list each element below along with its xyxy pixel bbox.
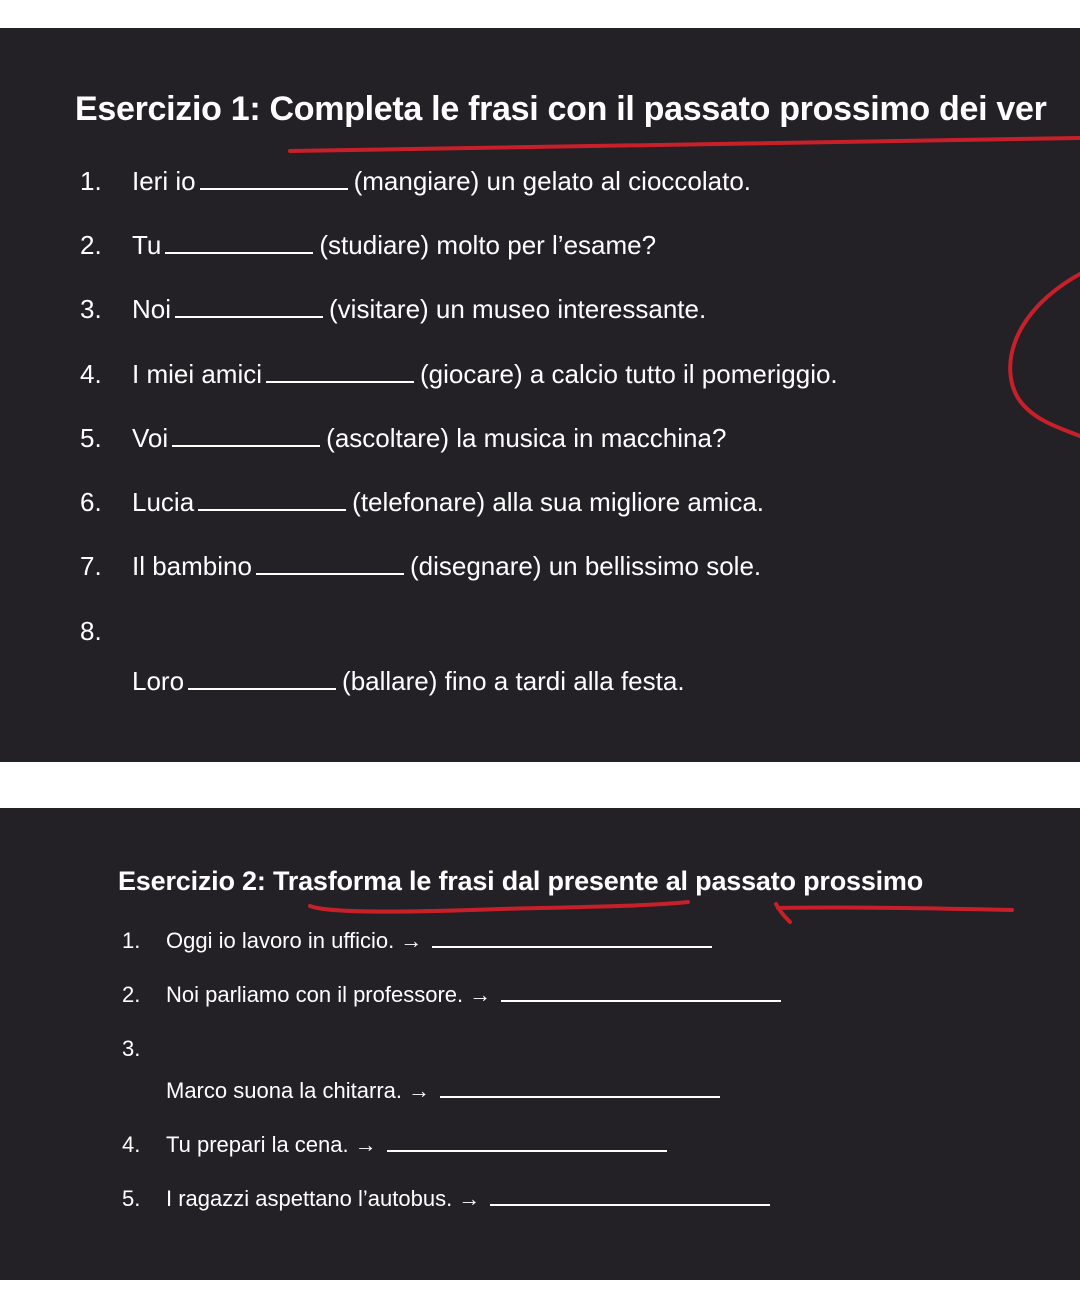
- answer-blank: [266, 380, 414, 383]
- exercise-2-panel: [0, 808, 1080, 1280]
- item-number: 5.: [122, 1186, 141, 1211]
- item-rest: (disegnare) un bellissimo sole.: [409, 551, 762, 581]
- answer-blank: [188, 687, 336, 690]
- answer-blank: [432, 945, 712, 948]
- item-number: 3.: [80, 294, 102, 324]
- margin-bracket-mark: [1010, 274, 1080, 436]
- answer-blank: [490, 1203, 770, 1206]
- title-2-underline-right: [776, 904, 1012, 922]
- arrow-icon: →: [354, 1132, 377, 1157]
- item-subject: Ieri io: [132, 166, 196, 196]
- exercise-2-title: Esercizio 2: Trasforma le frasi dal presente al passato prossimo: [118, 866, 924, 896]
- item-number: 1.: [80, 166, 102, 196]
- item-sentence: Oggi io lavoro in ufficio.: [166, 928, 395, 953]
- arrow-icon: →: [408, 1078, 430, 1103]
- item-subject: I miei amici: [132, 359, 263, 389]
- item-subject: Tu: [132, 230, 162, 260]
- answer-blank: [440, 1095, 720, 1098]
- item-rest: (visitare) un museo interessante.: [329, 294, 707, 324]
- item-subject: Loro: [132, 666, 185, 696]
- answer-blank: [501, 999, 781, 1002]
- item-number: 6.: [80, 487, 102, 517]
- exercise-1-title: Esercizio 1: Completa le frasi con il passato prossimo dei ver: [75, 90, 1047, 128]
- answer-blank: [256, 572, 404, 575]
- item-number: 3.: [122, 1036, 141, 1061]
- answer-blank: [172, 444, 320, 447]
- answer-blank: [200, 187, 348, 190]
- item-number: 1.: [122, 928, 141, 953]
- title-2-underline-left: [310, 902, 688, 912]
- item-rest: (ballare) fino a tardi alla festa.: [342, 666, 685, 696]
- answer-blank: [198, 508, 346, 511]
- item-subject: Noi: [132, 294, 172, 324]
- item-subject: Voi: [132, 423, 169, 453]
- arrow-icon: →: [469, 982, 492, 1007]
- exercise-1-panel: [0, 28, 1080, 762]
- item-rest: (mangiare) un gelato al cioccolato.: [353, 166, 752, 196]
- item-number: 8.: [80, 616, 102, 646]
- item-sentence: I ragazzi aspettano l’autobus.: [166, 1186, 453, 1211]
- item-number: 5.: [80, 423, 102, 453]
- answer-blank: [165, 251, 313, 254]
- item-number: 4.: [80, 359, 102, 389]
- item-number: 4.: [122, 1132, 141, 1157]
- red-pen-annotations: [0, 28, 1080, 762]
- item-rest: (telefonare) alla sua migliore amica.: [352, 487, 765, 517]
- arrow-icon: →: [400, 928, 423, 953]
- item-rest: (ascoltare) la musica in macchina?: [326, 423, 727, 453]
- item-number: 2.: [122, 982, 141, 1007]
- title-1-underline: [290, 138, 1080, 151]
- item-number: 2.: [80, 230, 102, 260]
- item-sentence: Marco suona la chitarra.: [166, 1078, 402, 1103]
- item-rest: (studiare) molto per l’esame?: [319, 230, 657, 260]
- item-subject: Il bambino: [132, 551, 252, 581]
- answer-blank: [175, 315, 323, 318]
- answer-blank: [387, 1149, 667, 1152]
- item-sentence: Noi parliamo con il professore.: [166, 982, 464, 1007]
- item-sentence: Tu prepari la cena.: [166, 1132, 349, 1157]
- item-subject: Lucia: [132, 487, 195, 517]
- arrow-icon: →: [458, 1186, 481, 1211]
- item-number: 7.: [80, 551, 102, 581]
- item-rest: (giocare) a calcio tutto il pomeriggio.: [420, 359, 838, 389]
